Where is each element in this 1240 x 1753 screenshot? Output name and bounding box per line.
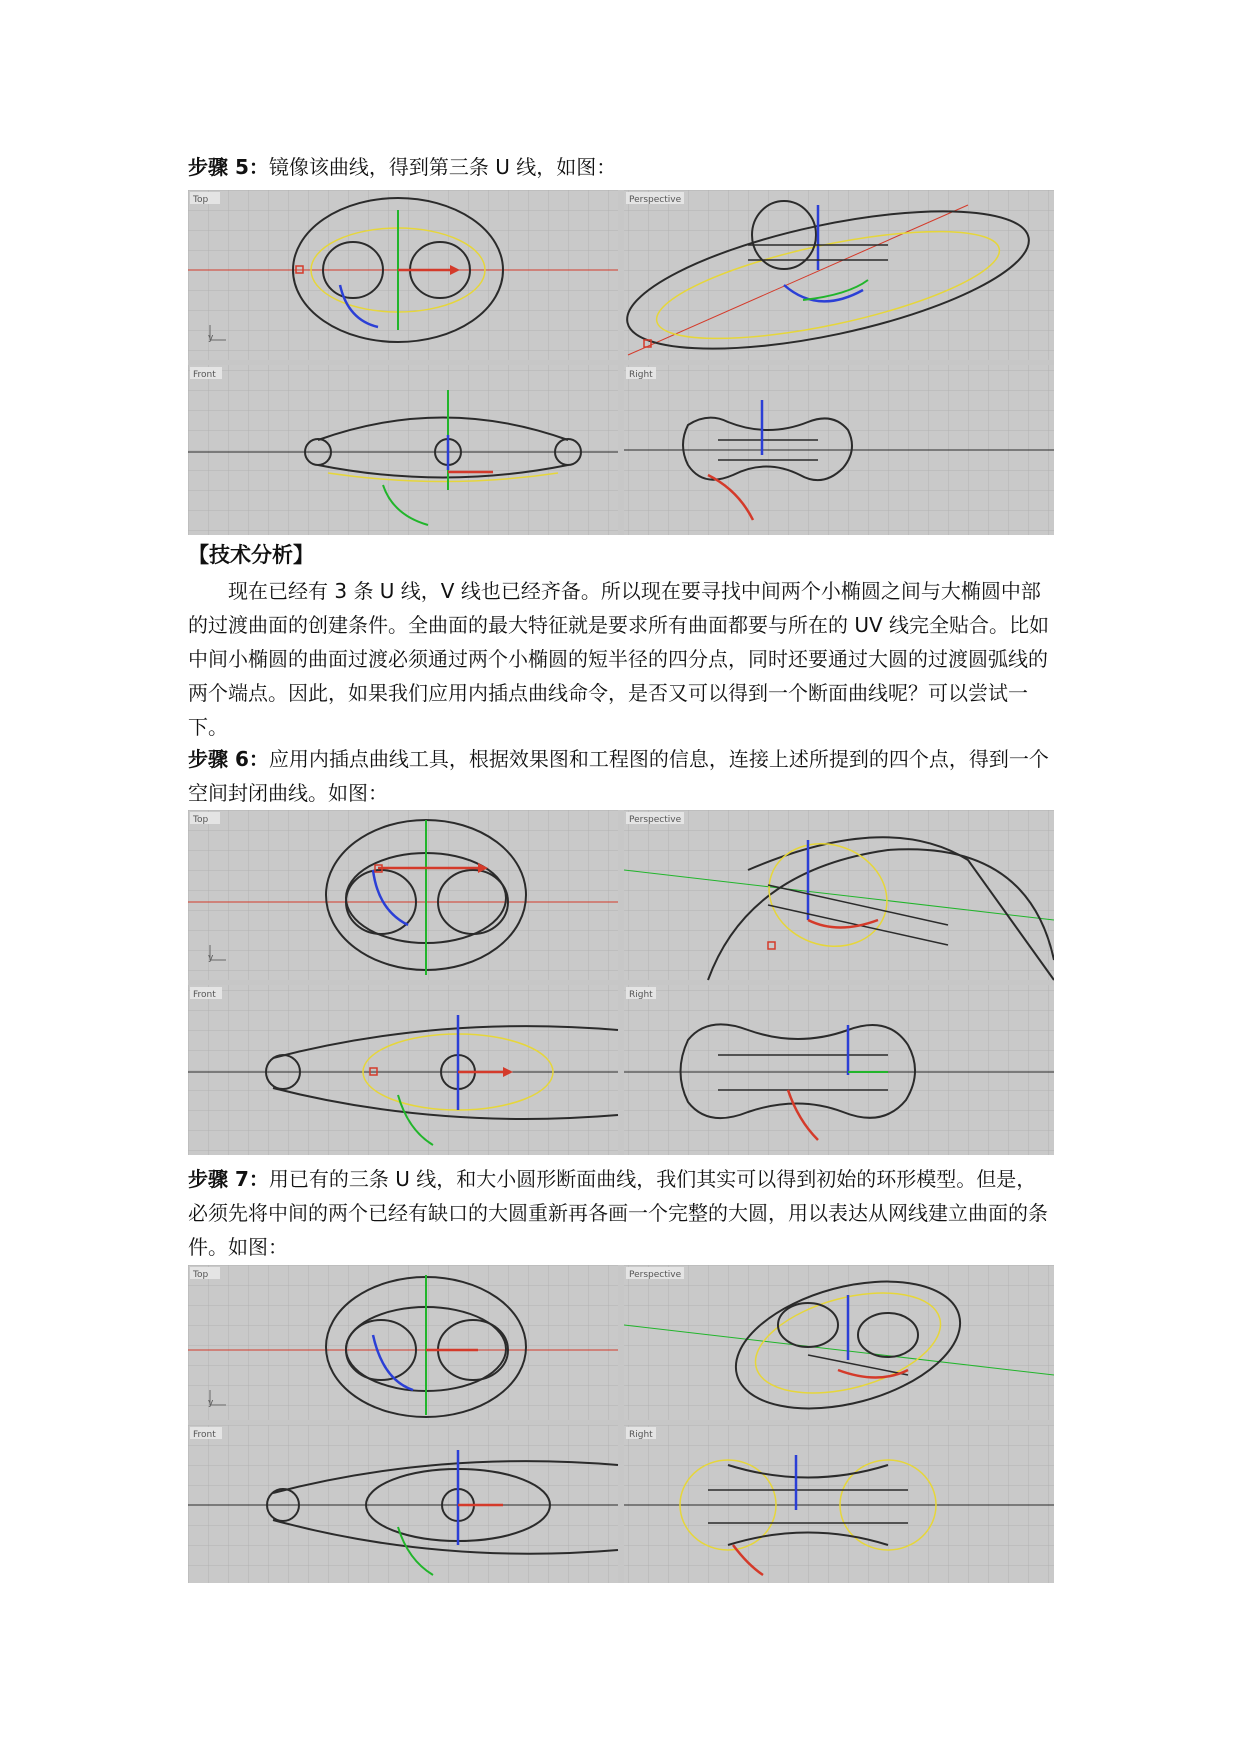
viewport-label-right: Right [629, 990, 653, 1000]
viewport-top[interactable] [188, 1265, 618, 1420]
step6-paragraph [188, 742, 1056, 810]
viewport-front[interactable] [188, 365, 618, 535]
viewport-label-front: Front [193, 990, 216, 1000]
step6-label: 步骤 6 [188, 747, 249, 771]
step6-text: 应用内插点曲线工具，根据效果图和工程图的信息，连接上述所提到的四个点，得到一个空间封闭曲线。如图： [188, 747, 1049, 805]
step7-label: 步骤 7 [188, 1167, 249, 1191]
viewport-label-top: Top [193, 815, 209, 825]
viewport-label-right: Right [629, 370, 653, 380]
step7-text: 用已有的三条 U 线，和大小圆形断面曲线，我们其实可以得到初始的环形模型。但是，必须先将中间的两个已经有缺口的大圆重新再各画一个完整的大圆，用以表达从网线建立曲面的条件。如图： [188, 1167, 1048, 1259]
step5-colon: ： [248, 155, 269, 179]
step5-text: 镜像该曲线，得到第三条 U 线，如图： [268, 155, 617, 179]
step6-colon: ： [248, 747, 269, 771]
viewport-front[interactable] [188, 985, 618, 1155]
svg-text:y: y [208, 1398, 214, 1408]
viewport-right[interactable] [624, 985, 1054, 1155]
viewport-perspective[interactable] [624, 810, 1054, 980]
viewport-label-right: Right [629, 1430, 653, 1440]
viewport-perspective[interactable] [616, 190, 1054, 376]
viewport-top[interactable] [188, 190, 618, 360]
viewport-label-top: Top [193, 1270, 209, 1280]
step5-label: 步骤 5 [188, 155, 249, 179]
analysis-heading: 【技术分析】 [188, 543, 314, 567]
svg-text:y: y [208, 333, 214, 343]
step7-colon: ： [248, 1167, 269, 1191]
viewport-label-front: Front [193, 370, 216, 380]
screenshot-step7 [188, 1265, 1054, 1583]
viewport-right[interactable] [624, 365, 1054, 535]
screenshot-step5 [188, 190, 1054, 535]
viewport-right[interactable] [624, 1425, 1054, 1583]
viewport-label-perspective: Perspective [629, 1270, 682, 1280]
viewport-label-front: Front [193, 1430, 216, 1440]
screenshot-step6 [188, 810, 1054, 1155]
viewport-label-top: Top [193, 195, 209, 205]
analysis-body: 现在已经有 3 条 U 线，V 线也已经齐备。所以现在要寻找中间两个小椭圆之间与大椭圆中部的过渡曲面的创建条件。全曲面的最大特征就是要求所有曲面都要与所在的 UV 线完全贴合。比如中间小椭圆的曲面过渡必须通过两个小椭圆的短半径的四分点，同时还要通过大圆的过渡圆弧线的两个端点。因此，如果我们应用内插点曲线命令，是否又可以得到一个断面曲线呢？可以尝试一下。 [188, 579, 1050, 739]
svg-text:y: y [208, 953, 214, 963]
viewport-perspective[interactable] [624, 1265, 1054, 1431]
step5-paragraph [188, 150, 1056, 184]
viewport-label-perspective: Perspective [629, 815, 682, 825]
step7-paragraph [188, 1162, 1056, 1264]
viewport-label-perspective: Perspective [629, 195, 682, 205]
viewport-front[interactable] [188, 1425, 618, 1583]
viewport-top[interactable] [188, 810, 618, 980]
